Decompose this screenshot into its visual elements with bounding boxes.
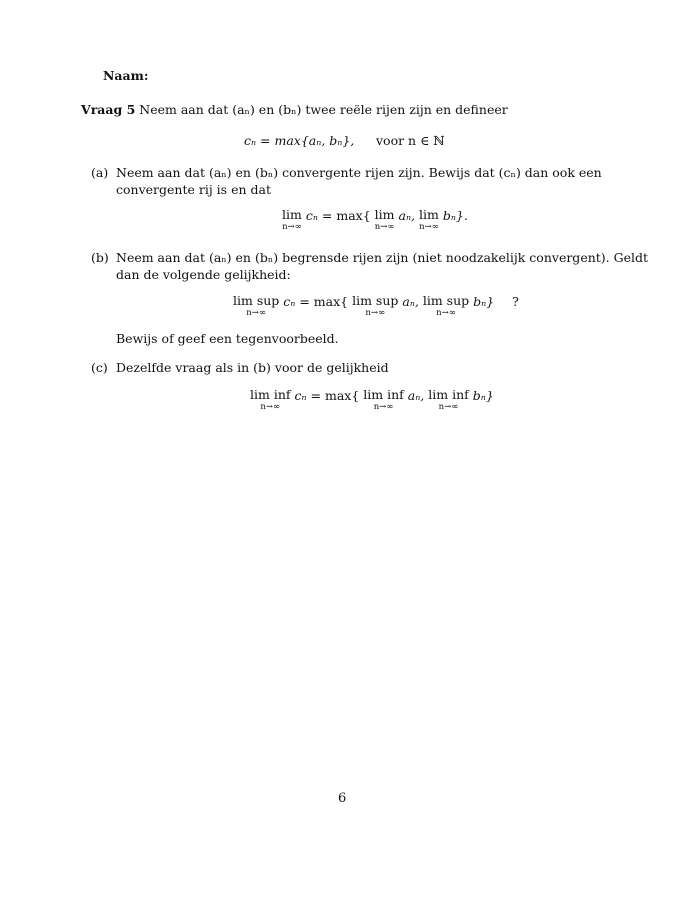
part-b-after: Bewijs of geef een tegenvoorbeeld.: [116, 331, 339, 346]
lim-operator: lim n→∞: [374, 207, 395, 232]
part-c-formula: lim inf n→∞ cₙ = max{ lim inf n→∞ aₙ, lim inf n→∞ bₙ}: [250, 387, 494, 412]
part-a-line2: convergente rij is en dat: [116, 182, 271, 197]
limsup-operator: lim sup n→∞: [233, 293, 280, 318]
lim-operator: lim n→∞: [282, 207, 302, 232]
lim-operator: lim n→∞: [418, 207, 439, 232]
definition-condition: voor n ∈ ℕ: [376, 133, 445, 148]
question-mark: ?: [512, 294, 519, 309]
part-a-formula: lim n→∞ cₙ = max{ lim n→∞ aₙ, lim n→∞ bₙ}.: [282, 207, 468, 232]
part-b-marker: (b): [91, 250, 109, 265]
liminf-operator: lim inf n→∞: [363, 387, 404, 412]
part-c-line1: Dezelfde vraag als in (b) voor de gelijkheid: [116, 360, 389, 375]
definition-formula: cₙ = max{aₙ, bₙ},: [244, 133, 355, 148]
part-b-line1: Neem aan dat (aₙ) en (bₙ) begrensde rijen zijn (niet noodzakelijk convergent). Geldt: [116, 250, 649, 265]
liminf-operator: lim inf n→∞: [428, 387, 469, 412]
page-number: 6: [338, 791, 347, 806]
liminf-operator: lim inf n→∞: [250, 387, 291, 412]
name-label: Naam:: [103, 68, 149, 83]
part-c-marker: (c): [91, 360, 108, 375]
limsup-operator: lim sup n→∞: [352, 293, 399, 318]
part-a-line1: Neem aan dat (aₙ) en (bₙ) convergente rijen zijn. Bewijs dat (cₙ) dan ook een: [116, 165, 602, 180]
limsup-operator: lim sup n→∞: [422, 293, 470, 318]
part-b-formula: lim sup n→∞ cₙ = max{ lim sup n→∞ aₙ, lim sup n→∞ bₙ} ?: [233, 293, 519, 318]
part-a-marker: (a): [91, 165, 109, 180]
question-intro-line: [81, 102, 508, 117]
question-label: Vraag 5: [81, 102, 136, 117]
question-intro: Neem aan dat (aₙ) en (bₙ) twee reële rijen zijn en defineer: [139, 102, 508, 117]
part-b-line2: dan de volgende gelijkheid:: [116, 267, 291, 282]
